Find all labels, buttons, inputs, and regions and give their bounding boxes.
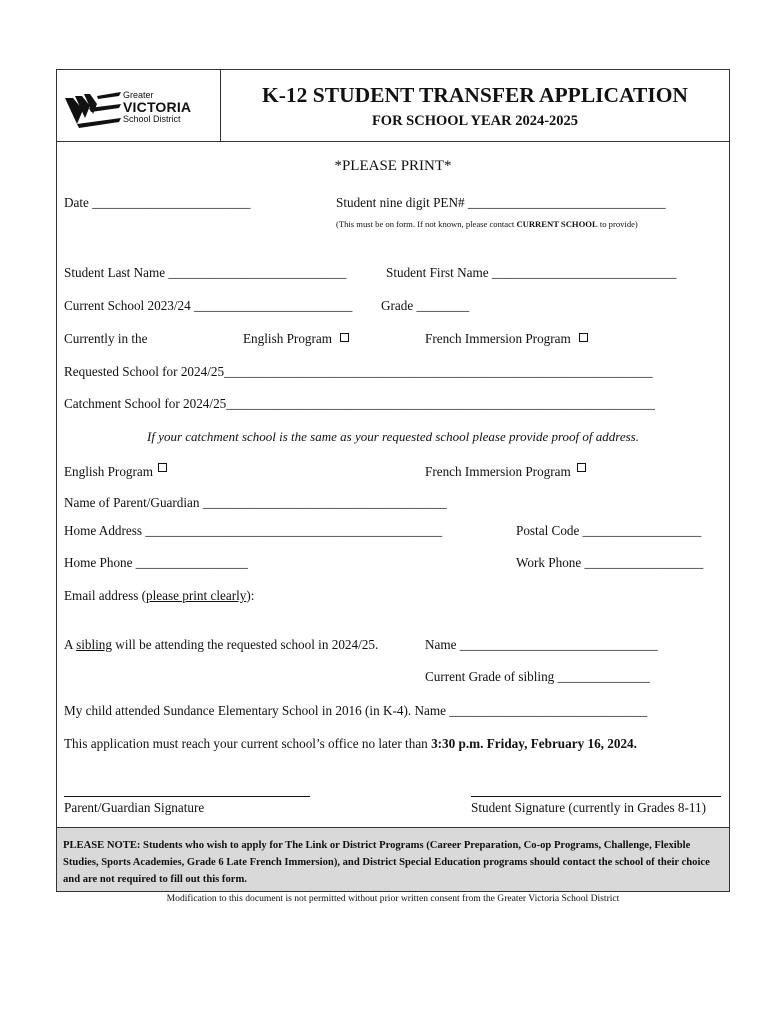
email-label: Email address ( — [64, 588, 147, 603]
sibling-statement-end: will be attending the requested school in 2024/25. — [112, 637, 379, 652]
pen-note — [336, 220, 638, 229]
modification-footer: Modification to this document is not permitted without prior written consent from the Greater Victoria School District — [166, 893, 620, 904]
deadline-text: This application must reach your current school’s office no later than — [64, 736, 432, 751]
date-field[interactable]: Date ________________________ — [64, 195, 251, 210]
form-header — [57, 70, 729, 142]
form-title: K-12 STUDENT TRANSFER APPLICATION — [262, 83, 688, 107]
sundance-attendance-field[interactable]: My child attended Sundance Elementary School in 2016 (in K-4). Name ______________________________ — [64, 703, 648, 718]
catchment-proof-note: If your catchment school is the same as your requested school please provide proof of address. — [147, 429, 639, 444]
requested-french-immersion-option[interactable] — [425, 463, 586, 478]
current-french-immersion-label: French Immersion Program — [425, 331, 571, 346]
requested-french-immersion-label: French Immersion Program — [425, 464, 571, 479]
current-english-program-option[interactable] — [243, 332, 349, 345]
email-label-emphasis: please print clearly — [146, 588, 247, 603]
parent-signature-label: Parent/Guardian Signature — [64, 800, 205, 815]
logo-line-victoria: VICTORIA — [123, 99, 192, 115]
application-form — [56, 69, 730, 892]
email-label-end: ): — [246, 588, 255, 603]
requested-english-program-label: English Program — [64, 464, 154, 479]
sibling-statement — [64, 638, 378, 651]
student-first-name-field[interactable]: Student First Name ____________________________ — [386, 265, 677, 280]
requested-english-program-checkbox[interactable] — [158, 463, 167, 472]
student-pen-field[interactable]: Student nine digit PEN# ______________________________ — [336, 195, 666, 210]
parent-guardian-name-field[interactable]: Name of Parent/Guardian _____________________________________ — [64, 495, 447, 510]
work-phone-field[interactable]: Work Phone __________________ — [516, 555, 704, 570]
form-subtitle: FOR SCHOOL YEAR 2024-2025 — [371, 113, 579, 129]
please-print-label: *PLEASE PRINT* — [334, 158, 452, 174]
sibling-statement-emphasis: sibling — [76, 637, 112, 652]
parent-signature-line[interactable] — [64, 796, 310, 797]
sibling-name-field[interactable]: Name ______________________________ — [425, 637, 658, 652]
requested-french-immersion-checkbox[interactable] — [577, 463, 586, 472]
pen-note-text: (This must be on form. If not known, please contact — [336, 219, 517, 229]
email-address-field[interactable] — [64, 589, 254, 602]
sibling-grade-field[interactable]: Current Grade of sibling ______________ — [425, 669, 650, 684]
deadline-date: 3:30 p.m. Friday, February 16, 2024. — [431, 736, 637, 751]
grade-field[interactable]: Grade ________ — [381, 298, 470, 313]
pen-note-current-school: CURRENT SCHOOL — [516, 219, 598, 229]
pen-note-end: to provide) — [597, 219, 638, 229]
current-english-program-checkbox[interactable] — [340, 333, 349, 342]
current-school-field[interactable]: Current School 2023/24 ________________________ — [64, 298, 353, 313]
postal-code-field[interactable]: Postal Code __________________ — [516, 523, 702, 538]
current-english-program-label: English Program — [243, 331, 333, 346]
home-address-field[interactable]: Home Address _____________________________________________ — [64, 523, 443, 538]
district-logo-mark-icon — [63, 88, 123, 128]
current-french-immersion-checkbox[interactable] — [579, 333, 588, 342]
current-french-immersion-option[interactable] — [425, 332, 588, 345]
student-signature-line[interactable] — [471, 796, 721, 797]
student-signature-label: Student Signature (currently in Grades 8-11) — [471, 800, 706, 815]
deadline-statement — [64, 737, 637, 750]
student-last-name-field[interactable]: Student Last Name ___________________________ — [64, 265, 347, 280]
district-logo — [57, 70, 221, 141]
logo-line-greater: Greater — [123, 90, 154, 100]
catchment-school-field[interactable]: Catchment School for 2024/25_________________________________________________________________ — [64, 396, 655, 411]
please-note-text: PLEASE NOTE: Students who wish to apply for The Link or District Programs (Career Preparation, Co-op Programs, Challenge, Flexible Studies, Sports Academies, Grade 6 Late French Immersion), and District Special Education programs should contact the school of their choice and are not required to fill out this form. — [63, 840, 710, 885]
requested-school-field[interactable]: Requested School for 2024/25_________________________________________________________________ — [64, 364, 653, 379]
logo-line-school-district: School District — [123, 114, 181, 124]
currently-in-label: Currently in the — [64, 331, 148, 346]
sibling-statement-start: A — [64, 637, 77, 652]
home-phone-field[interactable]: Home Phone _________________ — [64, 555, 248, 570]
please-note-box — [57, 827, 729, 891]
requested-english-program-option[interactable] — [64, 463, 167, 478]
